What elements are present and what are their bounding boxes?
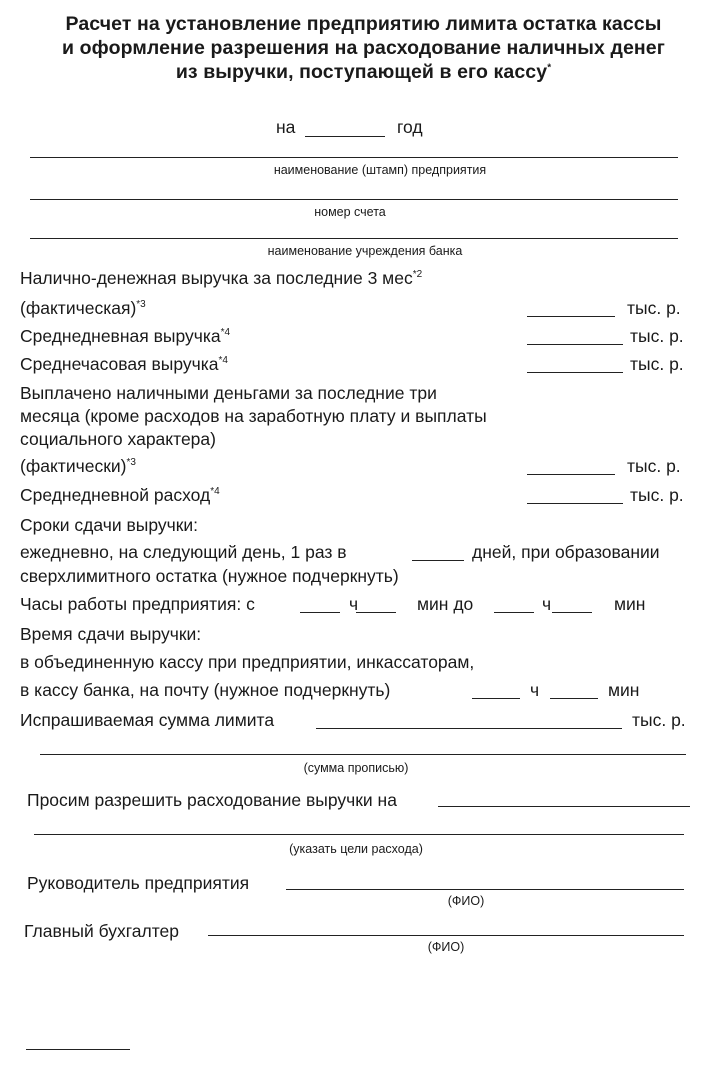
deposit-hours-field[interactable] xyxy=(472,698,520,699)
bank-name-caption: наименование учреждения банка xyxy=(267,244,463,258)
document-title xyxy=(30,12,697,84)
year-suffix: год xyxy=(397,117,423,137)
year-field[interactable] xyxy=(305,136,385,137)
avg-hourly-revenue-field[interactable] xyxy=(527,372,623,373)
requested-limit-field[interactable] xyxy=(316,728,622,729)
limit-in-words-field[interactable] xyxy=(40,754,686,755)
account-number-caption: номер счета xyxy=(314,205,386,219)
paid-out-line-3: социального характера) xyxy=(20,429,216,449)
hours-to-field[interactable] xyxy=(494,612,534,613)
avg-hourly-revenue-label: Среднечасовая выручка$^{*4}$ xyxy=(20,354,228,374)
limit-in-words-caption: (сумма прописью) xyxy=(303,761,409,775)
footnote-separator xyxy=(26,1049,130,1050)
avg-daily-expense-field[interactable] xyxy=(527,503,623,504)
chief-accountant-caption: (ФИО) xyxy=(427,940,465,954)
actual-revenue-label: (фактическая)$^{*3}$ xyxy=(20,298,146,318)
deposit-terms-label: Сроки сдачи выручки: xyxy=(20,515,199,535)
director-label: Руководитель предприятия xyxy=(27,873,250,893)
avg-daily-expense-label: Среднедневной расход$^{*4}$ xyxy=(20,485,220,505)
revenue-3-months-label: Налично-денежная выручка за последние 3 мес$^{*2}$ xyxy=(20,268,423,288)
paid-out-line-1: Выплачено наличными деньгами за последние три xyxy=(20,383,437,403)
actually-paid-field[interactable] xyxy=(527,474,615,475)
title-footnote-mark: * xyxy=(547,62,552,74)
hours-to-unit: ч xyxy=(542,594,552,614)
spending-request-label: Просим разрешить расходование выручки на xyxy=(27,790,397,810)
year-prefix: на xyxy=(276,117,296,137)
minutes-from-field[interactable] xyxy=(356,612,396,613)
deposit-frequency-text-c: сверхлимитного остатка (нужное подчеркнуть) xyxy=(20,566,399,586)
joint-cashbox-line: в объединенную кассу при предприятии, инкассаторам, xyxy=(20,652,475,672)
actual-revenue-unit: тыс. р. xyxy=(627,298,681,318)
deposit-minutes-unit: мин xyxy=(608,680,640,700)
actual-revenue-field[interactable] xyxy=(527,316,615,317)
working-hours-label: Часы работы предприятия: с xyxy=(20,594,255,614)
hours-from-unit: ч xyxy=(349,594,359,614)
minutes-to-label: мин до xyxy=(417,594,474,614)
minutes-to-field[interactable] xyxy=(552,612,592,613)
deposit-minutes-field[interactable] xyxy=(550,698,598,699)
requested-limit-unit: тыс. р. xyxy=(632,710,686,730)
title-line-3: из выручки, поступающей в его кассу* xyxy=(175,61,552,83)
actually-paid-label: (фактически)$^{*3}$ xyxy=(20,456,136,476)
deposit-frequency-text-b: дней, при образовании xyxy=(472,542,660,562)
spending-purpose-field[interactable] xyxy=(438,806,690,807)
requested-limit-label: Испрашиваемая сумма лимита xyxy=(20,710,275,730)
organization-caption: наименование (штамп) предприятия xyxy=(273,163,487,177)
spending-purpose-field-2[interactable] xyxy=(34,834,684,835)
paid-out-line-2: месяца (кроме расходов на заработную плату и выплаты xyxy=(20,406,487,426)
chief-accountant-name-field[interactable] xyxy=(208,935,684,936)
title-line-1: Расчет на установление предприятию лимита остатка кассы xyxy=(65,13,662,35)
minutes-to-unit: мин xyxy=(614,594,646,614)
deposit-frequency-text-a: ежедневно, на следующий день, 1 раз в xyxy=(20,542,347,562)
hours-from-field[interactable] xyxy=(300,612,340,613)
organization-field[interactable] xyxy=(30,157,678,158)
deposit-time-label: Время сдачи выручки: xyxy=(20,624,202,644)
chief-accountant-label: Главный бухгалтер xyxy=(24,921,179,941)
avg-daily-expense-unit: тыс. р. xyxy=(630,485,684,505)
director-caption: (ФИО) xyxy=(447,894,485,908)
title-line-2: и оформление разрешения на расходование наличных денег xyxy=(62,37,665,59)
account-number-field[interactable] xyxy=(30,199,678,200)
director-name-field[interactable] xyxy=(286,889,684,890)
actually-paid-unit: тыс. р. xyxy=(627,456,681,476)
deposit-days-field[interactable] xyxy=(412,560,464,561)
spending-purpose-caption: (указать цели расхода) xyxy=(289,842,423,856)
deposit-hours-unit: ч xyxy=(530,680,540,700)
bank-cashbox-line: в кассу банка, на почту (нужное подчеркнуть) xyxy=(20,680,391,700)
bank-name-field[interactable] xyxy=(30,238,678,239)
avg-daily-revenue-label: Среднедневная выручка$^{*4}$ xyxy=(20,326,231,346)
avg-daily-revenue-unit: тыс. р. xyxy=(630,326,684,346)
avg-hourly-revenue-unit: тыс. р. xyxy=(630,354,684,374)
avg-daily-revenue-field[interactable] xyxy=(527,344,623,345)
